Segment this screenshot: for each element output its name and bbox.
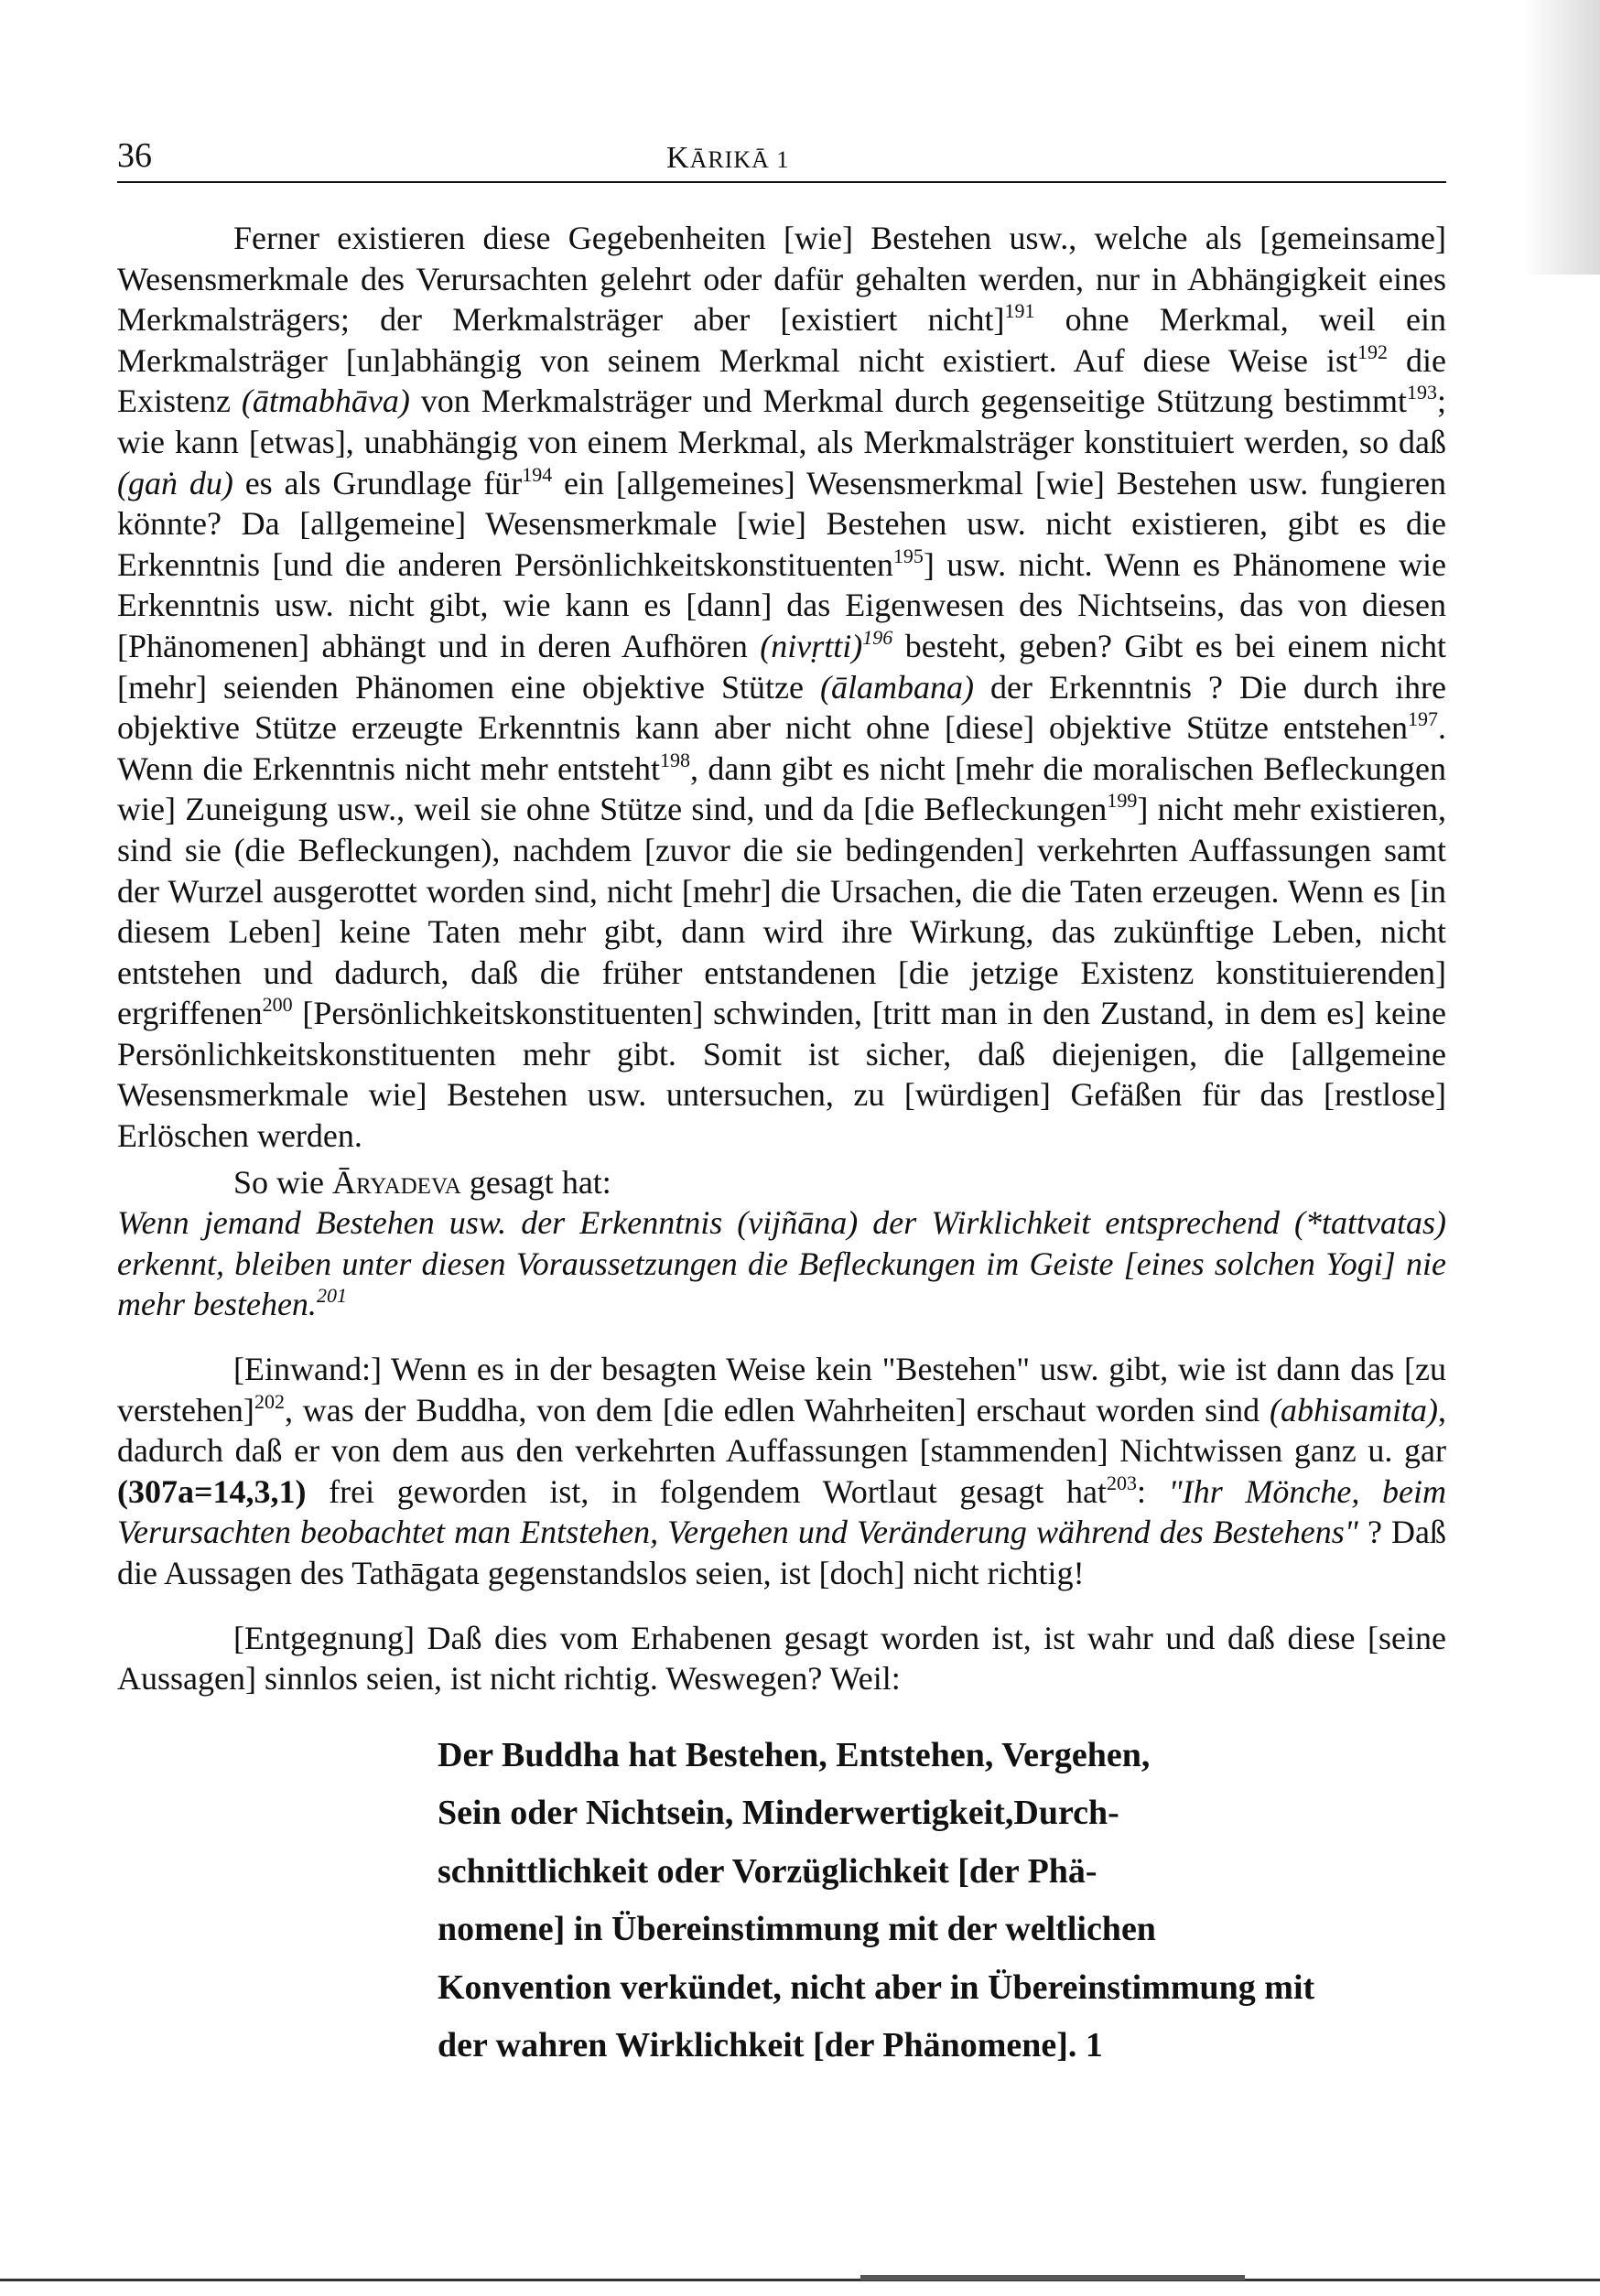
page [117, 128, 1446, 2075]
scan-edge-shadow [1523, 0, 1600, 275]
page-header [117, 128, 1446, 183]
running-title: KĀRIKĀ 1 [666, 141, 790, 175]
paragraph-2: So wie Āryadeva gesagt hat: [233, 1163, 611, 1201]
verse-line: schnittlichkeit oder Vorzüglichkeit [der Phä- [438, 1851, 1097, 1891]
paragraph-3: [Einwand:] Wenn es in der besagten Weise kein "Bestehen" usw. gibt, wie ist dann das [zu verstehen]$^{202}$, was der Buddha, von dem [die edlen Wahrheiten] erschaut worden sind (abhisamita), dadurch daß er von dem aus den verkehrten Auffassungen [stammenden] Nichtwissen ganz u. gar (307a=14,3,1) frei geworden ist, in folgendem Wortlaut gesagt hat$^{203}$: "Ihr Mönche, beim Verursachten beobachtet man Entstehen, Vergehen und Veränderung während des Bestehens" ? Daß die Aussagen des Tathāgata gegenstandslos seien, ist [doch] nicht richtig! [117, 1351, 1447, 1591]
main-text [117, 218, 1446, 1699]
paragraph-1: Ferner existieren diese Gegebenheiten [wie] Bestehen usw., welche als [gemeinsame] Wesensmerkmale des Verursachten gelehrt oder dafür gehalten werden, nur in Abhängigkeit eines Merkmalsträgers; der Merkmalsträger aber [existiert nicht]$^{191}$ ohne Merkmal, weil ein Merkmalsträger [un]abhängig von seinem Merkmal nicht existiert. Auf diese Weise ist$^{192}$ die Existenz (ātmabhāva) von Merkmalsträger und Merkmal durch gegenseitige Stützung bestimmt$^{193}$; wie kann [etwas], unabhängig von einem Merkmal, als Merkmalsträger konstituiert werden, so daß (gaṅ du) es als Grundlage für$^{194}$ ein [allgemeines] Wesensmerkmal [wie] Bestehen usw. fungieren könnte? Da [allgemeine] Wesensmerkmale [wie] Bestehen usw. nicht existieren, gibt es die Erkenntnis [und die anderen Persönlichkeitskonstituenten$^{195}$] usw. nicht. Wenn es Phänomene wie Erkenntnis usw. nicht gibt, wie kann es [dann] das Eigenwesen des Nichtseins, das von diesen [Phänomenen] abhängt und in deren Aufhören (nivṛtti)$^{196}$ besteht, geben? Gibt es bei einem nicht [mehr] seienden Phänomen eine objektive Stütze (ālambana) der Erkenntnis ? Die durch ihre objektive Stütze erzeugte Erkenntnis kann aber nicht ohne [diese] objektive Stütze entstehen$^{197}$. Wenn die Erkenntnis nicht mehr entsteht$^{198}$, dann gibt es nicht [mehr die moralischen Befleckungen wie] Zuneigung usw., weil sie ohne Stütze sind, und da [die Befleckungen$^{199}$] nicht mehr existieren, sind sie (die Befleckungen), nachdem [zuvor die sie bedingenden] verkehrten Auffassungen samt der Wurzel ausgerottet worden sind, nicht [mehr] die Ursachen, die die Taten erzeugen. Wenn es [in diesem Leben] keine Taten mehr gibt, dann wird ihre Wirkung, das zukünftige Leben, nicht entstehen und dadurch, daß die früher entstandenen [die jetzige Existenz konstituierenden] ergriffenen$^{200}$ [Persönlichkeitskonstituenten] schwinden, [tritt man in den Zustand, in dem es] keine Persönlichkeitskonstituenten mehr gibt. Somit ist sicher, daß diejenigen, die [allgemeine Wesensmerkmale wie] Bestehen usw. untersuchen, zu [würdigen] Gefäßen für das [restlose] Erlöschen werden. [117, 220, 1447, 1155]
page-number: 36 [117, 136, 152, 175]
scan-bottom-bar [860, 2275, 1245, 2280]
verse-line: Der Buddha hat Bestehen, Entstehen, Vergehen, [438, 1735, 1151, 1774]
block-quote: Wenn jemand Bestehen usw. der Erkenntnis (vijñāna) der Wirklichkeit entsprechend (*tattvatas) erkennt, bleiben unter diesen Voraussetzungen die Befleckungen im Geiste [eines solchen Yogi] nie mehr bestehen.$^{201}$ [117, 1204, 1446, 1323]
verse-line: der wahren Wirklichkeit [der Phänomene]. 1 [438, 2026, 1103, 2065]
verse-line: Konvention verkündet, nicht aber in Übereinstimmung mit [438, 1967, 1315, 2007]
verse-line: nomene] in Übereinstimmung mit der weltlichen [438, 1910, 1156, 1949]
scan-bottom-line [0, 2279, 1600, 2281]
verse-karika [438, 1727, 1362, 2075]
paragraph-4: [Entgegnung] Daß dies vom Erhabenen gesagt worden ist, ist wahr und daß diese [seine Aussagen] sinnlos seien, ist nicht richtig. Weswegen? Weil: [117, 1619, 1446, 1698]
verse-line: Sein oder Nichtsein, Minderwertigkeit,Durch- [438, 1794, 1119, 1833]
